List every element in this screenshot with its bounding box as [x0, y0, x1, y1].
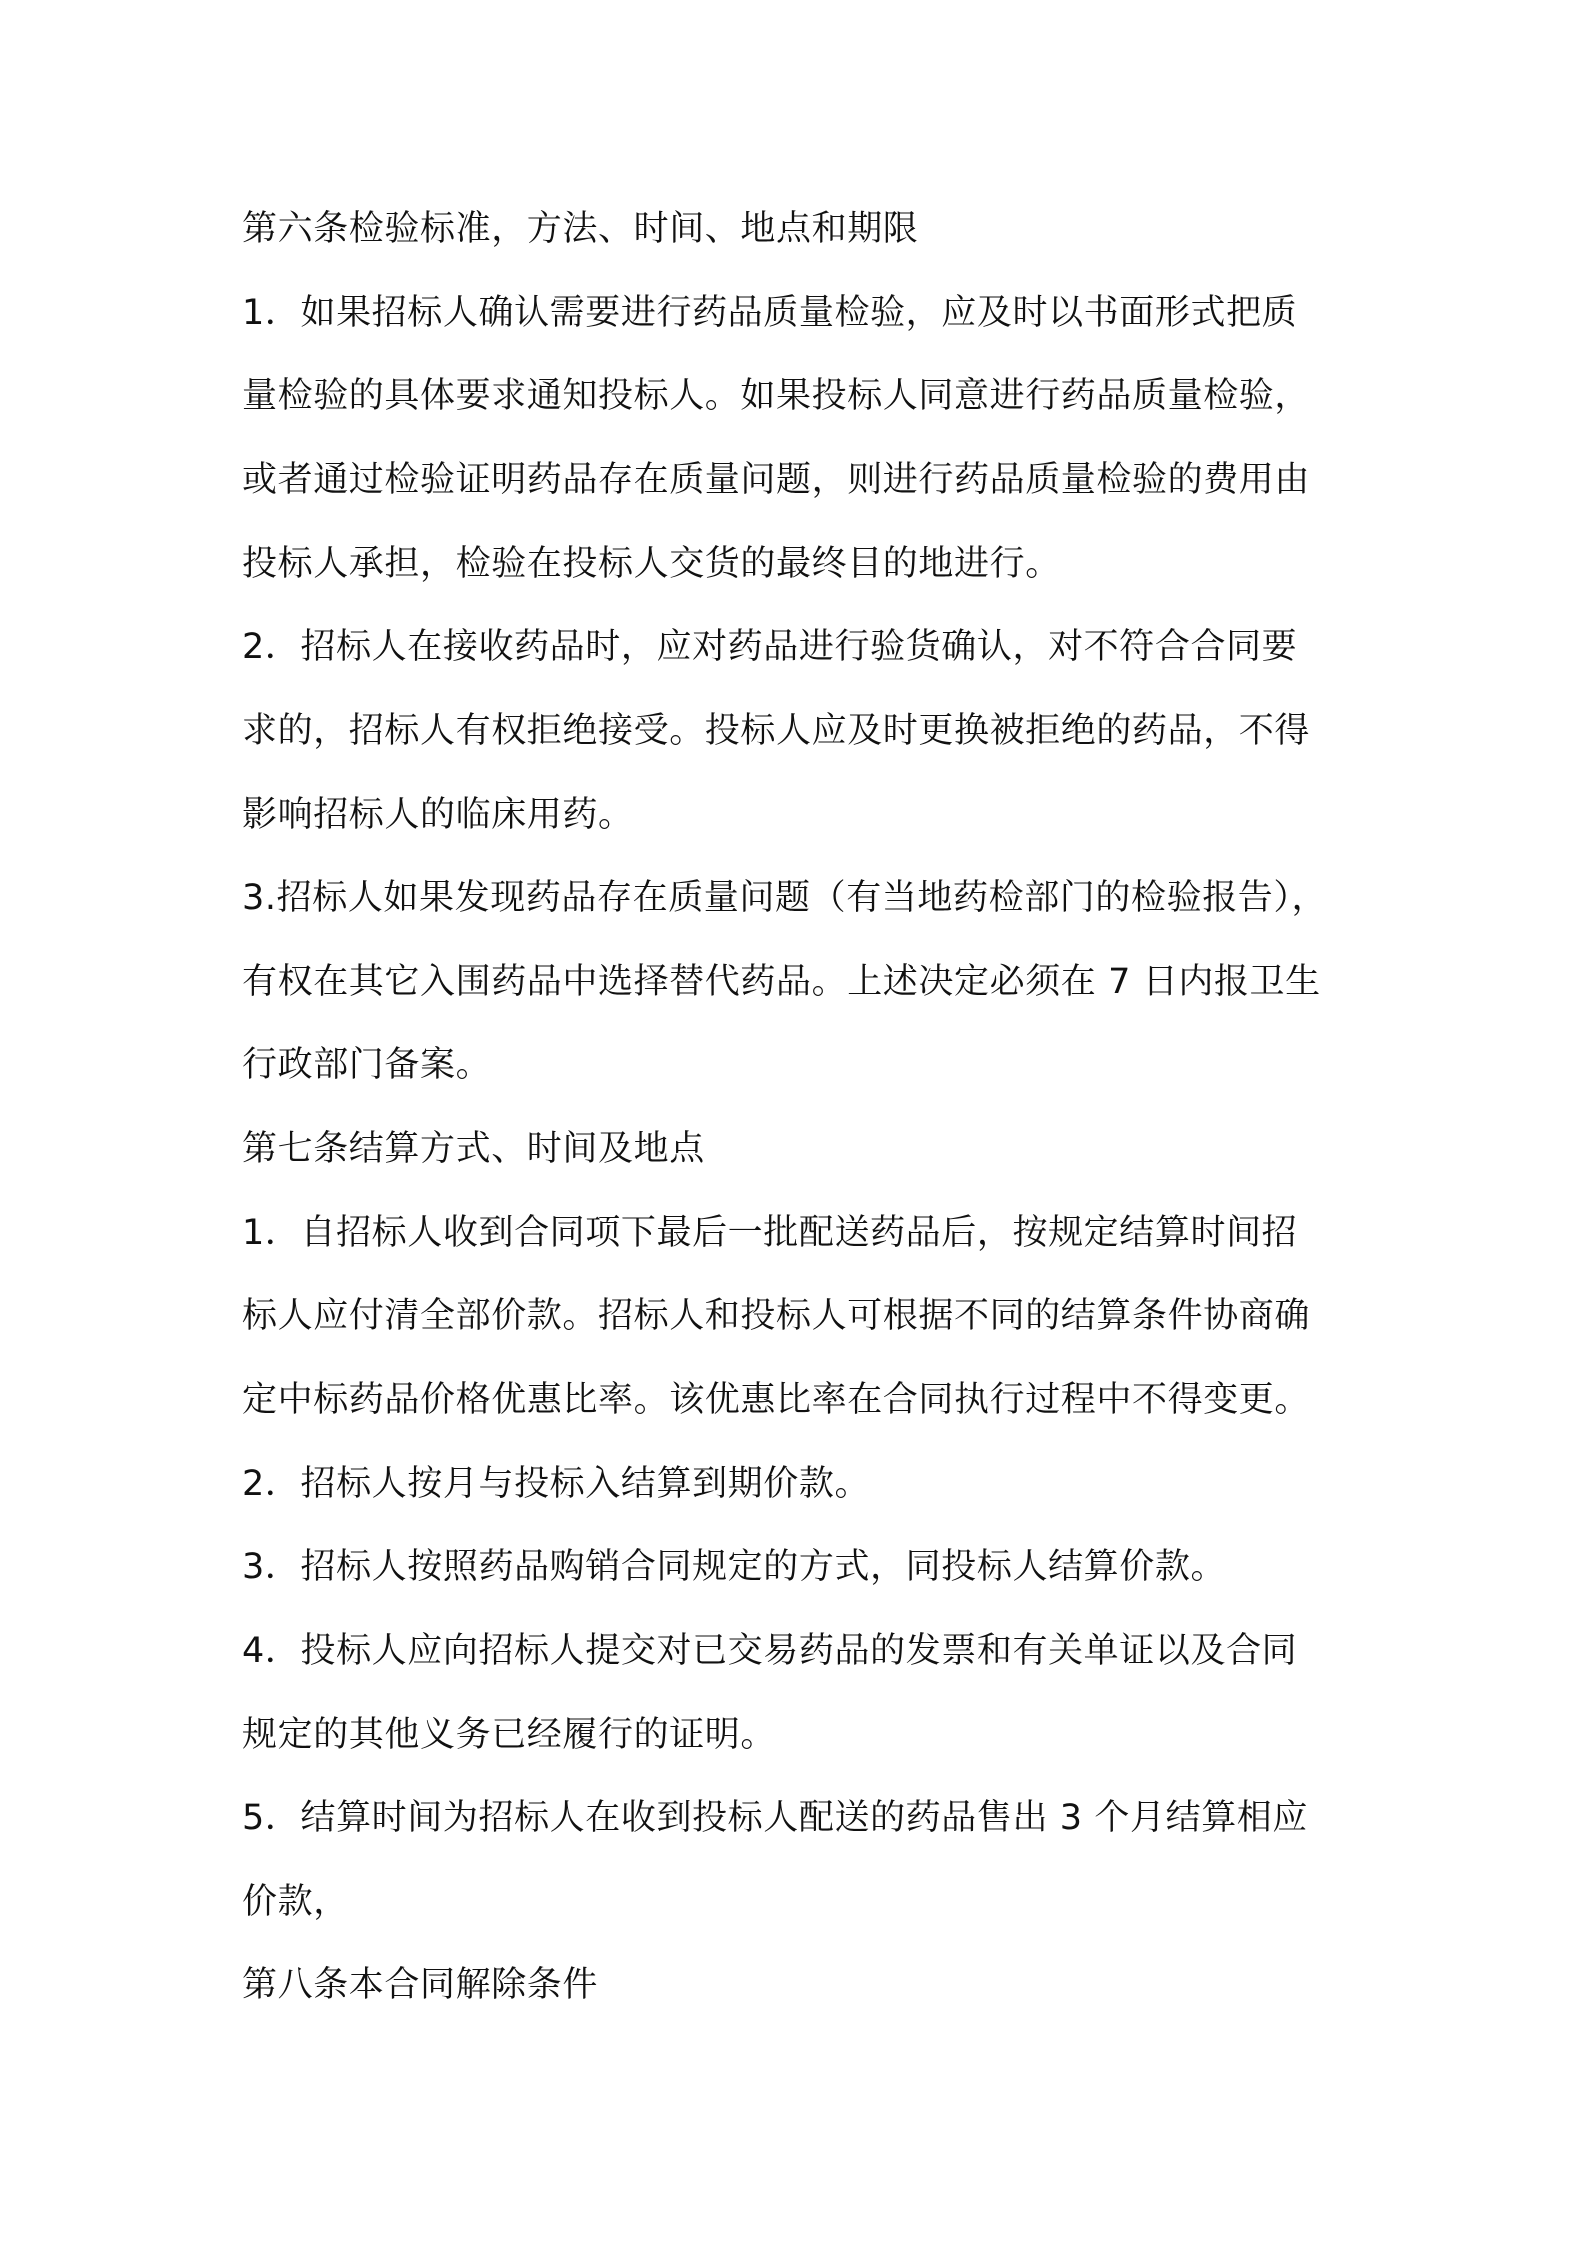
paragraph-line: 3．招标人按照药品购销合同规定的方式，同投标人结算价款。 [242, 1547, 1227, 1587]
paragraph-line: 4．投标人应向招标人提交对已交易药品的发票和有关单证以及合同 [242, 1631, 1298, 1671]
paragraph-line: 2．招标人按月与投标入结算到期价款。 [242, 1464, 871, 1504]
paragraph-line: 3.招标人如果发现药品存在质量问题（有当地药检部门的检验报告）， [242, 878, 1328, 918]
paragraph-line: 量检验的具体要求通知投标人。如果投标人同意进行药品质量检验， [242, 376, 1311, 416]
paragraph-line: 1．如果招标人确认需要进行药品质量检验，应及时以书面形式把质 [242, 293, 1298, 333]
section-heading-6: 第六条检验标准，方法、时间、地点和期限 [242, 209, 919, 249]
paragraph-line: 或者通过检验证明药品存在质量问题，则进行药品质量检验的费用由 [242, 460, 1311, 500]
paragraph-line: 2．招标人在接收药品时，应对药品进行验货确认，对不符合合同要 [242, 627, 1298, 667]
paragraph-line: 规定的其他义务已经履行的证明。 [242, 1715, 777, 1755]
paragraph-line: 求的，招标人有权拒绝接受。投标人应及时更换被拒绝的药品，不得 [242, 711, 1311, 751]
paragraph-line: 行政部门备案。 [242, 1045, 492, 1085]
paragraph-line: 投标人承担，检验在投标人交货的最终目的地进行。 [242, 544, 1061, 584]
section-heading-8: 第八条本合同解除条件 [242, 1965, 599, 2005]
paragraph-line: 定中标药品价格优惠比率。该优惠比率在合同执行过程中不得变更。 [242, 1380, 1311, 1420]
paragraph-line: 1．自招标人收到合同项下最后一批配送药品后，按规定结算时间招 [242, 1213, 1298, 1253]
paragraph-line: 标人应付清全部价款。招标人和投标人可根据不同的结算条件协商确 [242, 1296, 1311, 1336]
section-heading-7: 第七条结算方式、时间及地点 [242, 1129, 705, 1169]
paragraph-line: 有权在其它入围药品中选择替代药品。上述决定必须在 7 日内报卫生 [242, 962, 1321, 1002]
paragraph-line: 影响招标人的临床用药。 [242, 795, 634, 835]
paragraph-line: 价款， [242, 1882, 349, 1922]
paragraph-line: 5．结算时间为招标人在收到投标人配送的药品售出 3 个月结算相应 [242, 1798, 1308, 1838]
